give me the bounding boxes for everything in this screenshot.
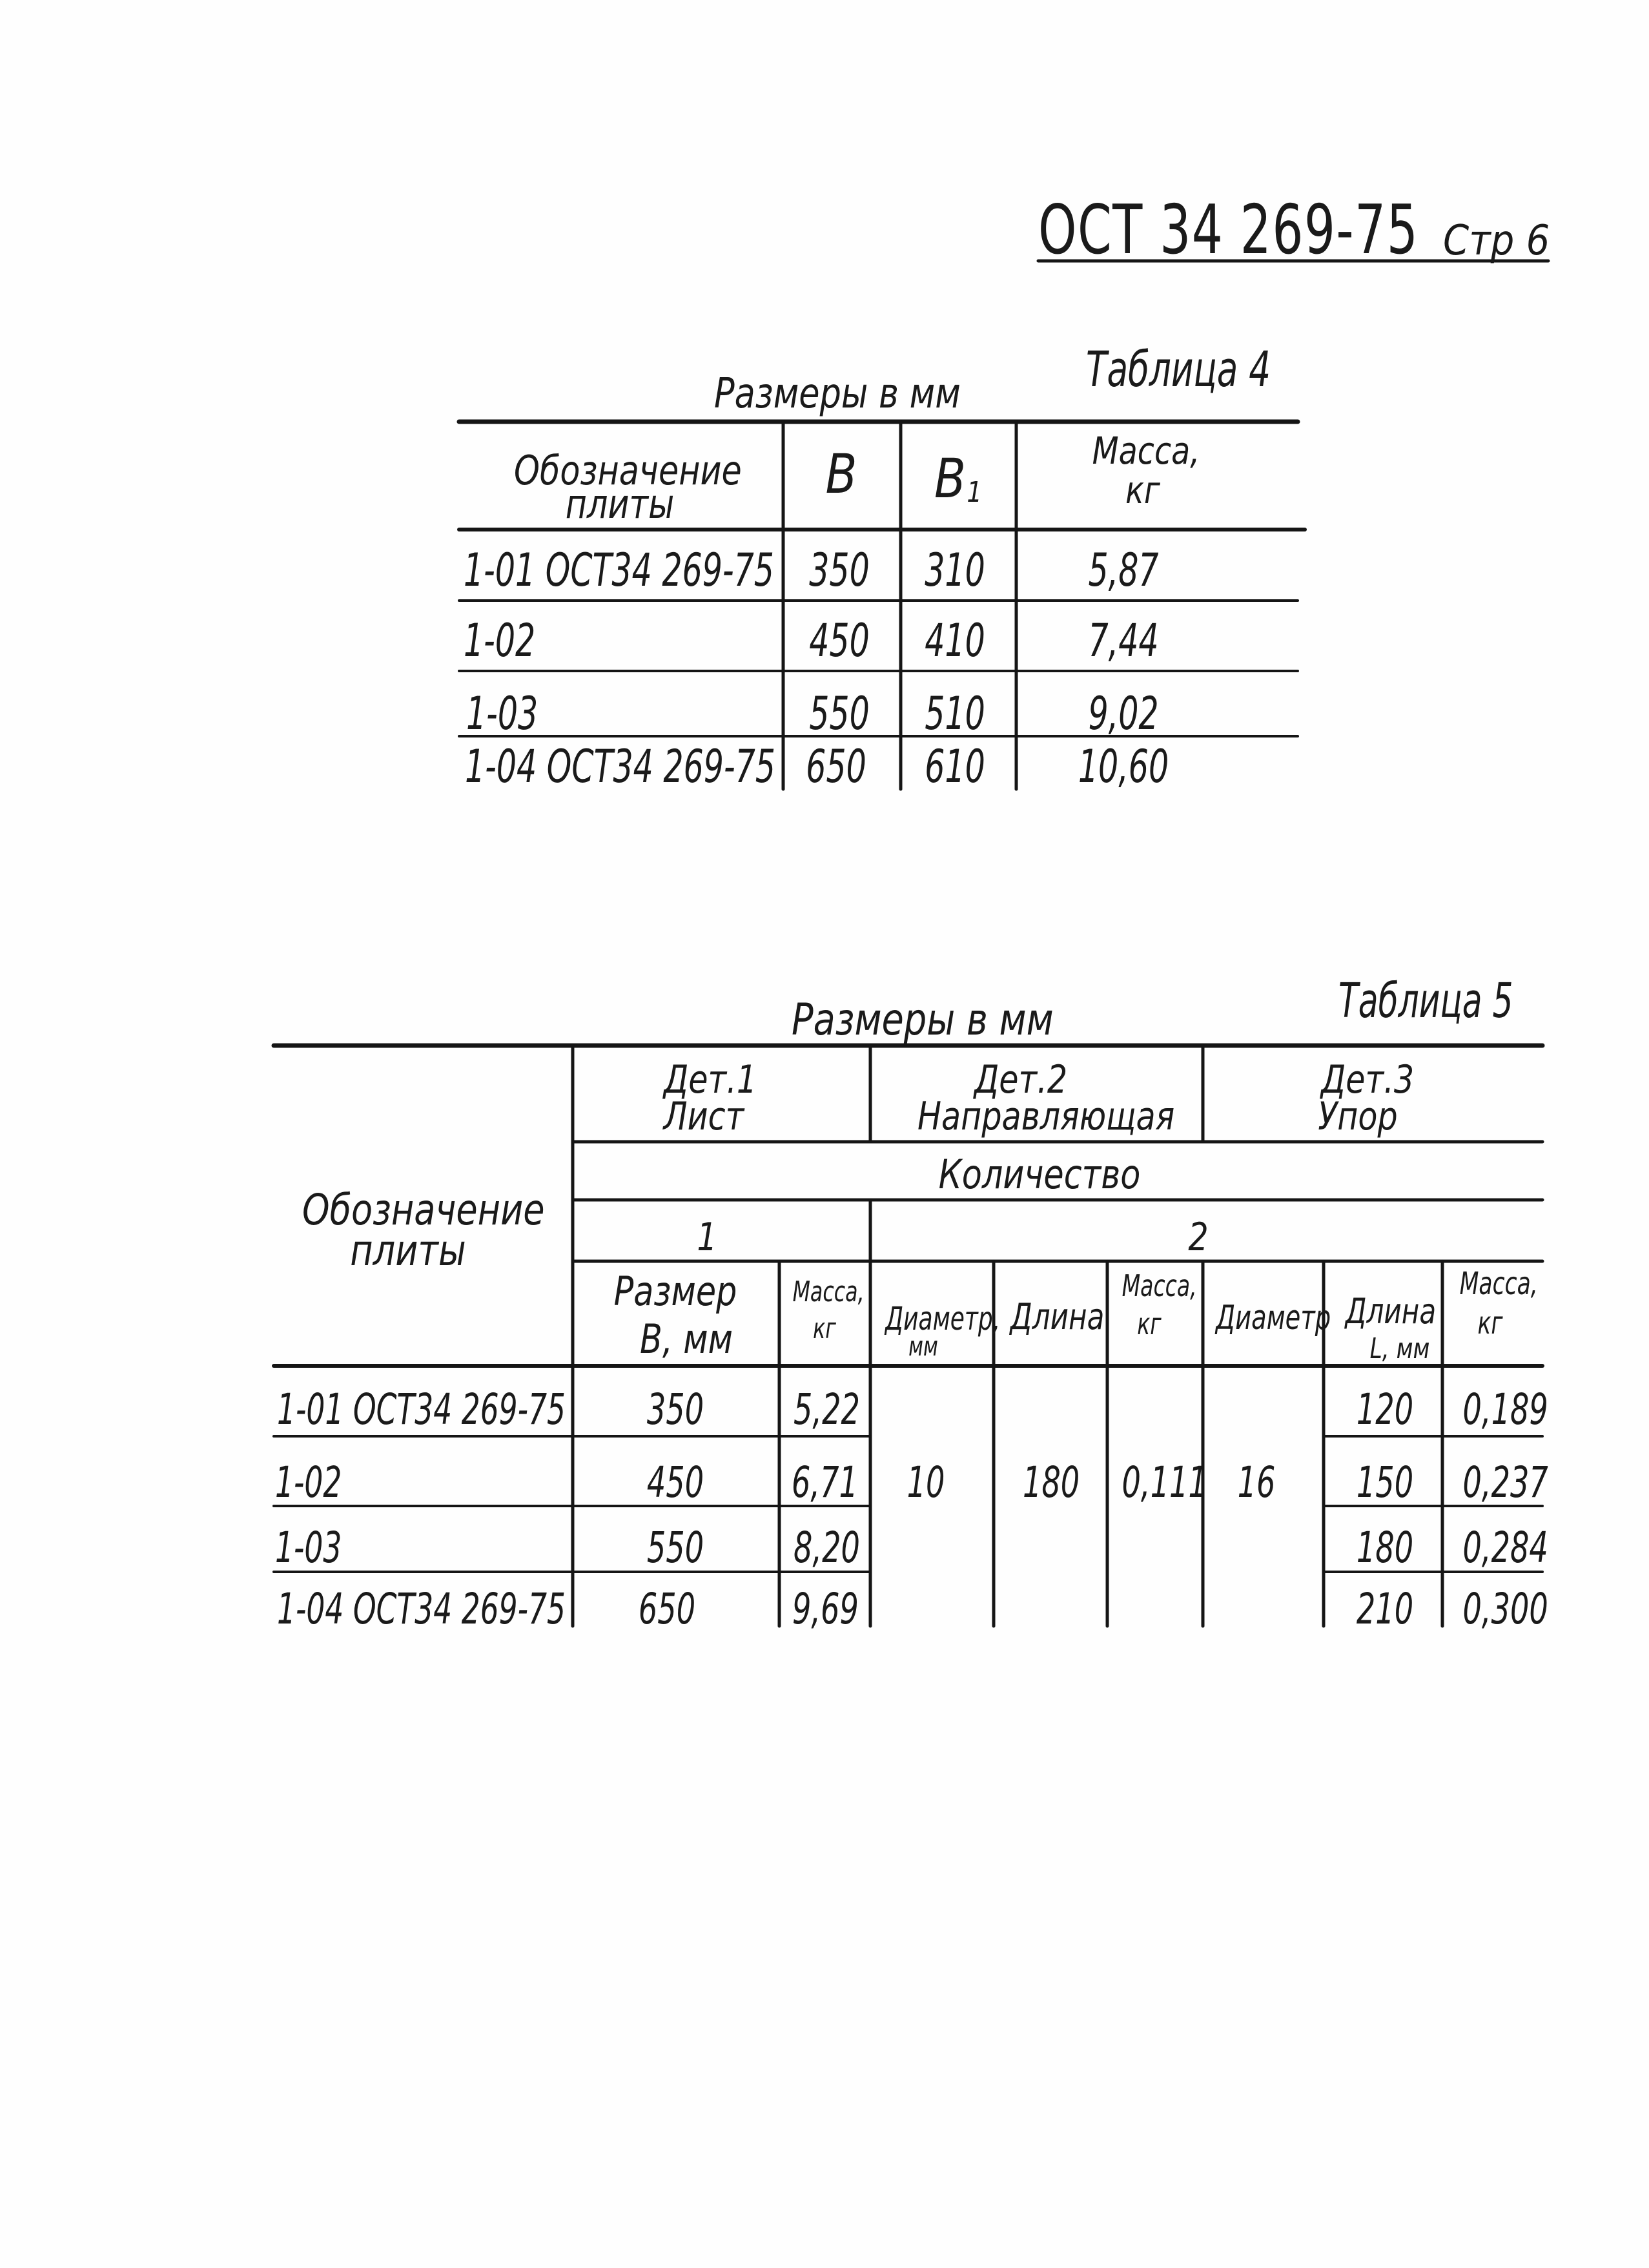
table-4-units-note: Размеры в мм bbox=[714, 370, 961, 418]
table-5-cell-det3-mass: 0,189 bbox=[1462, 1385, 1548, 1434]
table-4-header-mass-unit: кг bbox=[1125, 468, 1160, 512]
table-5-cell-det1-size: 650 bbox=[638, 1584, 696, 1634]
standard-designation: ОСТ 34 269-75 bbox=[1038, 191, 1419, 269]
table-5-part-number: Дет.1 bbox=[663, 1057, 757, 1102]
table-4-cell-designation: 1-03 bbox=[466, 687, 538, 740]
table-5-cell-det1-mass: 9,69 bbox=[792, 1584, 859, 1634]
table-5-part-number: Дет.2 bbox=[974, 1057, 1068, 1102]
table-4-cell-b1: 410 bbox=[925, 614, 985, 667]
table-5-cell-det3-length: 120 bbox=[1356, 1385, 1414, 1434]
table-5-cell-det2-length: 180 bbox=[1023, 1458, 1080, 1507]
table-4-cell-b1: 310 bbox=[925, 544, 985, 597]
table-4-cell-b: 650 bbox=[806, 740, 866, 793]
table-4-header-designation: Обозначение bbox=[514, 447, 742, 494]
table-4-cell-designation: 1-02 bbox=[464, 614, 536, 667]
table-5-cell-det1-mass: 5,22 bbox=[794, 1385, 860, 1434]
table-5-cell-det3-mass: 0,237 bbox=[1462, 1458, 1548, 1507]
table-5-cell-designation: 1-01 ОСТ34 269-75 bbox=[277, 1385, 566, 1434]
table-4-header-mass: Масса, bbox=[1092, 429, 1200, 473]
table-5-cell-designation: 1-02 bbox=[275, 1458, 342, 1507]
table-5-quantity-det2-det3: 2 bbox=[1188, 1215, 1209, 1260]
table-5-header-det2-diameter-unit: мм bbox=[908, 1330, 938, 1362]
table-5-header-det2-mass-unit: кг bbox=[1137, 1306, 1162, 1341]
table-4-cell-mass: 5,87 bbox=[1088, 544, 1159, 597]
table-5-header-det3-length: Длина bbox=[1345, 1291, 1437, 1332]
table-4-cell-mass: 9,02 bbox=[1088, 687, 1159, 740]
table-4-cell-b: 350 bbox=[809, 544, 870, 597]
table-5-header-det3-diameter: Диаметр bbox=[1216, 1299, 1331, 1337]
table-4-cell-designation: 1-04 ОСТ34 269-75 bbox=[465, 740, 775, 793]
table-5-header-designation: Обозначение bbox=[302, 1185, 545, 1235]
table-4-header-b: В bbox=[825, 442, 857, 506]
table-4-cell-b: 550 bbox=[809, 687, 870, 740]
table-4-header-b1-letter: В bbox=[934, 447, 966, 510]
table-4-header-b1-subscript: 1 bbox=[967, 475, 983, 509]
table-5-part-name: Лист bbox=[663, 1094, 744, 1139]
table-5-cell-designation: 1-03 bbox=[275, 1523, 342, 1572]
table-5-header-det2-length: Длина bbox=[1010, 1296, 1105, 1338]
table-4-cell-b: 450 bbox=[809, 614, 870, 667]
table-4-cell-mass: 7,44 bbox=[1088, 614, 1159, 667]
table-4-header-b1 bbox=[914, 447, 1002, 510]
table-5-cell-det3-mass: 0,300 bbox=[1462, 1584, 1548, 1634]
table-5-header-designation: плиты bbox=[350, 1226, 466, 1275]
table-5-cell-det3-mass: 0,284 bbox=[1462, 1523, 1548, 1572]
table-4-cell-designation: 1-01 ОСТ34 269-75 bbox=[464, 544, 774, 597]
table-5-header-det1-size: Размер bbox=[613, 1268, 737, 1315]
table-5-header-det3-mass: Масса, bbox=[1459, 1266, 1538, 1302]
table-5-cell-det1-mass: 8,20 bbox=[794, 1523, 860, 1572]
table-4-cell-b1: 510 bbox=[925, 687, 985, 740]
table-5-header-det2-diameter: Диаметр, bbox=[885, 1300, 1001, 1337]
table-5-header-det1-size-unit: В, мм bbox=[640, 1315, 733, 1363]
table-4-cell-mass: 10,60 bbox=[1078, 740, 1169, 793]
table-5-cell-det3-diameter: 16 bbox=[1237, 1458, 1276, 1507]
table-4-header-designation: плиты bbox=[565, 480, 675, 528]
table-5-cell-det1-size: 350 bbox=[646, 1385, 704, 1434]
table-5-quantity-det1: 1 bbox=[697, 1215, 717, 1260]
table-5-cell-designation: 1-04 ОСТ34 269-75 bbox=[277, 1584, 566, 1634]
table-5-header-det3-length-unit: L, мм bbox=[1369, 1332, 1430, 1365]
page-number: Стр 6 bbox=[1443, 217, 1550, 265]
table-5-cell-det3-length: 150 bbox=[1356, 1458, 1414, 1507]
table-5-cell-det1-size: 450 bbox=[646, 1458, 704, 1507]
table-5-caption: Таблица 5 bbox=[1338, 973, 1513, 1029]
table-5-part-name: Направляющая bbox=[917, 1094, 1175, 1139]
table-5-cell-det1-size: 550 bbox=[646, 1523, 704, 1572]
table-4-cell-b1: 610 bbox=[925, 740, 985, 793]
table-5-cell-det2-diameter: 10 bbox=[906, 1458, 945, 1507]
table-5-units-note: Размеры в мм bbox=[792, 995, 1054, 1046]
table-5-header-det3-mass-unit: кг bbox=[1477, 1305, 1503, 1341]
table-5-cell-det1-mass: 6,71 bbox=[792, 1458, 858, 1507]
table-5-cell-det3-length: 180 bbox=[1356, 1523, 1414, 1572]
table-5-part-number: Дет.3 bbox=[1320, 1057, 1415, 1102]
table-5-header-det1-mass: Масса, bbox=[792, 1275, 865, 1308]
table-5-header-det1-mass-unit: кг bbox=[813, 1312, 836, 1345]
table-5-quantity-label: Количество bbox=[938, 1151, 1141, 1198]
table-5-header-det2-mass: Масса, bbox=[1122, 1268, 1197, 1303]
table-5-cell-det2-mass: 0,111 bbox=[1122, 1458, 1207, 1507]
table-5-cell-det3-length: 210 bbox=[1356, 1584, 1414, 1634]
table-4-caption: Таблица 4 bbox=[1086, 340, 1271, 398]
table-5-part-name: Упор bbox=[1318, 1094, 1398, 1139]
